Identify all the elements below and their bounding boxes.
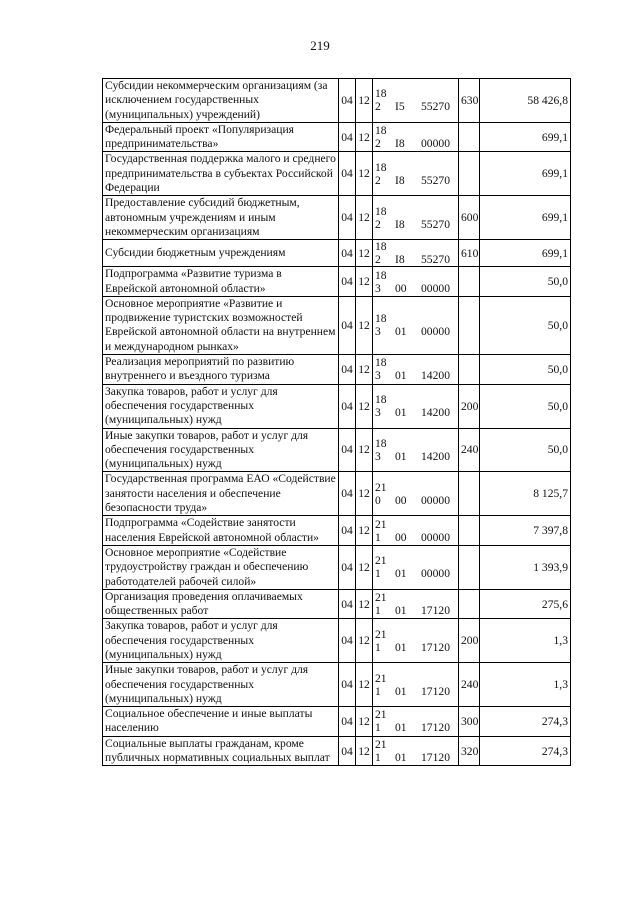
row-section: 04 [339,428,356,472]
row-amount: 58 426,8 [480,79,571,123]
row-expense-type [459,589,480,619]
row-expense-type: 610 [459,240,480,267]
row-program-code [373,267,459,297]
row-amount: 1,3 [480,663,571,707]
table-row [103,707,571,737]
row-amount: 699,1 [480,122,571,152]
row-name: Иные закупки товаров, работ и услуг для обеспечения государственных (муниципальных) нужд [103,428,339,472]
program-code-part-1: 18 2 [375,240,387,267]
table-row [103,122,571,152]
program-code-part-2: 01 [395,640,407,654]
row-subsection: 12 [356,516,373,546]
row-subsection: 12 [356,619,373,663]
program-code-part-2: 01 [395,604,407,618]
program-code-part-3: 17120 [421,721,450,735]
table-row [103,196,571,240]
row-section: 04 [339,663,356,707]
row-amount: 50,0 [480,355,571,385]
table-row [103,589,571,619]
table-row [103,545,571,589]
row-amount: 699,1 [480,196,571,240]
row-name: Федеральный проект «Популяризация предпринимательства» [103,122,339,152]
row-subsection: 12 [356,707,373,737]
program-code-part-1: 18 2 [375,87,387,114]
row-expense-type: 320 [459,736,480,766]
row-expense-type [459,122,480,152]
row-expense-type: 630 [459,79,480,123]
row-program-code [373,619,459,663]
program-code-part-1: 21 1 [375,517,387,544]
program-code-part-1: 21 1 [375,738,387,765]
row-subsection: 12 [356,196,373,240]
program-code-part-1: 18 3 [375,312,387,339]
row-subsection: 12 [356,589,373,619]
row-name: Закупка товаров, работ и услуг для обеспечения государственных (муниципальных) нужд [103,619,339,663]
row-amount: 8 125,7 [480,472,571,516]
budget-table [102,78,571,766]
row-expense-type: 200 [459,384,480,428]
table-row [103,384,571,428]
program-code-part-2: 00 [395,493,407,507]
row-name: Социальное обеспечение и иные выплаты населению [103,707,339,737]
row-program-code [373,79,459,123]
row-amount: 699,1 [480,152,571,196]
row-section: 04 [339,355,356,385]
row-subsection: 12 [356,384,373,428]
row-expense-type [459,516,480,546]
row-subsection: 12 [356,428,373,472]
row-amount: 50,0 [480,384,571,428]
program-code-part-1: 18 2 [375,160,387,187]
program-code-part-2: 01 [395,751,407,765]
program-code-part-1: 21 1 [375,708,387,735]
row-expense-type: 300 [459,707,480,737]
row-subsection: 12 [356,736,373,766]
table-row [103,152,571,196]
row-section: 04 [339,196,356,240]
row-expense-type [459,472,480,516]
row-program-code [373,736,459,766]
row-name: Предоставление субсидий бюджетным, автономным учреждениям и иным некоммерческим организациям [103,196,339,240]
program-code-part-3: 17120 [421,751,450,765]
row-section: 04 [339,736,356,766]
program-code-part-3: 00000 [421,530,450,544]
row-subsection: 12 [356,267,373,297]
program-code-part-3: 00000 [421,137,450,151]
row-section: 04 [339,545,356,589]
program-code-part-2: 01 [395,449,407,463]
program-code-part-2: 01 [395,567,407,581]
row-program-code [373,152,459,196]
program-code-part-2: I8 [395,217,405,231]
row-section: 04 [339,707,356,737]
row-program-code [373,296,459,354]
row-program-code [373,428,459,472]
row-amount: 275,6 [480,589,571,619]
table-row [103,240,571,267]
row-name: Государственная поддержка малого и среднего предпринимательства в субъектах Российской Федерации [103,152,339,196]
program-code-part-1: 18 2 [375,204,387,231]
row-program-code [373,545,459,589]
row-program-code [373,663,459,707]
table-row [103,619,571,663]
program-code-part-3: 55270 [421,173,450,187]
program-code-part-3: 17120 [421,640,450,654]
program-code-part-3: 55270 [421,100,450,114]
row-section: 04 [339,152,356,196]
row-subsection: 12 [356,122,373,152]
row-program-code [373,589,459,619]
row-subsection: 12 [356,152,373,196]
table-row [103,736,571,766]
row-program-code [373,707,459,737]
program-code-part-3: 14200 [421,449,450,463]
table-row [103,663,571,707]
budget-table-body [103,79,571,766]
row-expense-type [459,267,480,297]
row-section: 04 [339,79,356,123]
row-expense-type: 200 [459,619,480,663]
row-name: Подпрограмма «Содействие занятости населения Еврейской автономной области» [103,516,339,546]
row-subsection: 12 [356,355,373,385]
row-name: Иные закупки товаров, работ и услуг для обеспечения государственных (муниципальных) нужд [103,663,339,707]
row-expense-type [459,355,480,385]
row-section: 04 [339,516,356,546]
row-expense-type: 240 [459,663,480,707]
program-code-part-1: 18 3 [375,356,387,383]
program-code-part-3: 55270 [421,253,450,267]
row-amount: 50,0 [480,296,571,354]
program-code-part-3: 17120 [421,684,450,698]
program-code-part-1: 18 3 [375,393,387,420]
program-code-part-2: I8 [395,253,405,267]
row-subsection: 12 [356,296,373,354]
row-name: Реализация мероприятий по развитию внутреннего и въездного туризма [103,355,339,385]
row-name: Подпрограмма «Развитие туризма в Еврейской автономной области» [103,267,339,297]
table-row [103,267,571,297]
program-code-part-2: 01 [395,721,407,735]
program-code-part-3: 14200 [421,369,450,383]
row-name: Основное мероприятие «Развитие и продвижение туристских возможностей Еврейской автономной области на внутреннем и международном рынках» [103,296,339,354]
row-section: 04 [339,384,356,428]
row-section: 04 [339,296,356,354]
program-code-part-2: 00 [395,530,407,544]
program-code-part-3: 00000 [421,281,450,295]
program-code-part-3: 00000 [421,567,450,581]
row-expense-type [459,296,480,354]
row-program-code [373,384,459,428]
program-code-part-3: 00000 [421,493,450,507]
program-code-part-1: 18 3 [375,436,387,463]
row-program-code [373,122,459,152]
row-section: 04 [339,619,356,663]
row-amount: 1 393,9 [480,545,571,589]
program-code-part-3: 00000 [421,325,450,339]
program-code-part-2: 01 [395,684,407,698]
row-program-code [373,240,459,267]
table-row [103,428,571,472]
row-name: Субсидии бюджетным учреждениям [103,240,339,267]
row-expense-type [459,545,480,589]
row-section: 04 [339,472,356,516]
table-row [103,516,571,546]
row-program-code [373,516,459,546]
row-section: 04 [339,240,356,267]
row-amount: 274,3 [480,707,571,737]
row-section: 04 [339,122,356,152]
row-name: Закупка товаров, работ и услуг для обеспечения государственных (муниципальных) нужд [103,384,339,428]
program-code-part-2: 01 [395,325,407,339]
program-code-part-2: 01 [395,369,407,383]
table-row [103,296,571,354]
program-code-part-2: 00 [395,281,407,295]
program-code-part-1: 18 3 [375,268,387,295]
row-amount: 1,3 [480,619,571,663]
row-subsection: 12 [356,79,373,123]
row-program-code [373,196,459,240]
row-expense-type: 600 [459,196,480,240]
table-row [103,355,571,385]
row-subsection: 12 [356,472,373,516]
page-number: 219 [310,38,330,53]
program-code-part-2: I8 [395,173,405,187]
program-code-part-2: 01 [395,406,407,420]
row-program-code [373,355,459,385]
table-row [103,472,571,516]
program-code-part-2: I5 [395,100,405,114]
row-subsection: 12 [356,663,373,707]
program-code-part-1: 21 1 [375,627,387,654]
row-subsection: 12 [356,545,373,589]
row-name: Социальные выплаты гражданам, кроме публичных нормативных социальных выплат [103,736,339,766]
program-code-part-3: 17120 [421,604,450,618]
row-name: Субсидии некоммерческим организациям (за исключением государственных (муниципальных) учреждений) [103,79,339,123]
program-code-part-1: 21 1 [375,591,387,618]
row-amount: 7 397,8 [480,516,571,546]
row-amount: 50,0 [480,428,571,472]
row-name: Государственная программа ЕАО «Содействие занятости населения и обеспечение безопасности труда» [103,472,339,516]
row-amount: 699,1 [480,240,571,267]
row-expense-type: 240 [459,428,480,472]
program-code-part-1: 18 2 [375,124,387,151]
row-subsection: 12 [356,240,373,267]
row-section: 04 [339,589,356,619]
row-program-code [373,472,459,516]
row-name: Основное мероприятие «Содействие трудоустройству граждан и обеспечению работодателей рабочей силой» [103,545,339,589]
row-section: 04 [339,267,356,297]
program-code-part-1: 21 0 [375,480,387,507]
row-expense-type [459,152,480,196]
row-name: Организация проведения оплачиваемых общественных работ [103,589,339,619]
program-code-part-3: 14200 [421,406,450,420]
program-code-part-1: 21 1 [375,671,387,698]
program-code-part-3: 55270 [421,217,450,231]
table-row [103,79,571,123]
row-amount: 50,0 [480,267,571,297]
row-amount: 274,3 [480,736,571,766]
program-code-part-1: 21 1 [375,554,387,581]
program-code-part-2: I8 [395,137,405,151]
